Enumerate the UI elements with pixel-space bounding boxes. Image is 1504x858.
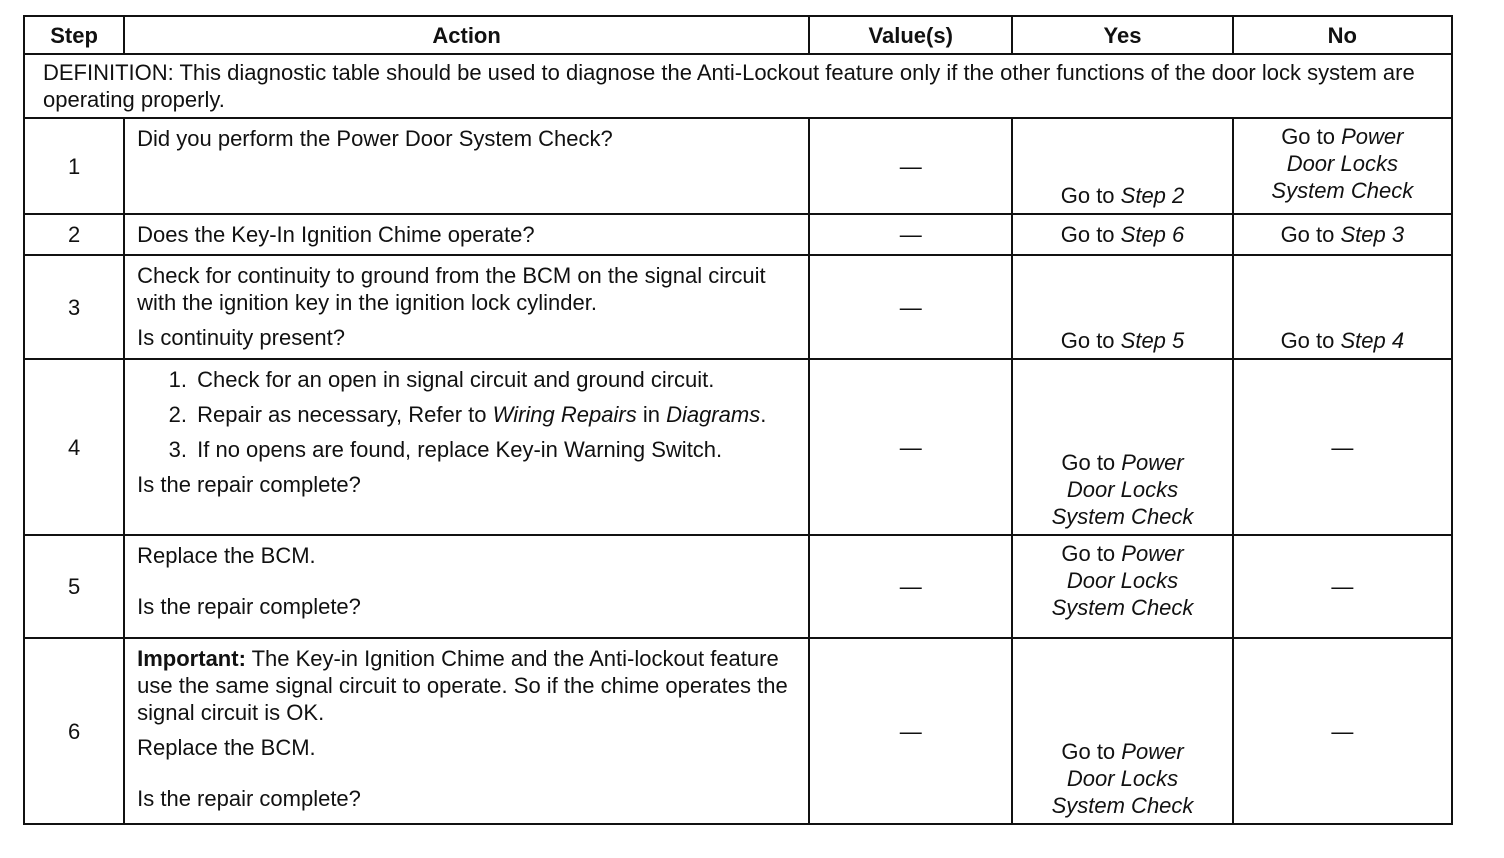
table-row	[24, 535, 1452, 638]
table-row	[24, 255, 1452, 359]
value-cell: —	[809, 535, 1012, 638]
diagrams-ref: Diagrams	[666, 402, 761, 427]
no-prefix: Go to	[1281, 124, 1342, 149]
header-values: Value(s)	[809, 16, 1012, 54]
list-item: 3. If no opens are found, replace Key-in Warning Switch.	[193, 436, 798, 463]
wiring-repairs-ref: Wiring Repairs	[492, 402, 637, 427]
table-row	[24, 638, 1452, 824]
no-ref-line3: System Check	[1271, 178, 1414, 203]
step-number: 4	[24, 359, 124, 535]
action-text	[124, 638, 809, 824]
no-step-ref: Step 4	[1340, 328, 1405, 353]
value-cell: —	[809, 214, 1012, 255]
yes-ref-line1: Power	[1121, 541, 1184, 566]
yes-prefix: Go to	[1061, 450, 1122, 475]
list-item: 1. Check for an open in signal circuit and ground circuit.	[193, 366, 798, 393]
important-label: Important:	[137, 646, 246, 671]
step-number: 1	[24, 118, 124, 214]
action-line: Does the Key-In Ignition Chime operate?	[137, 222, 535, 247]
yes-ref-line2: Door Locks	[1066, 477, 1179, 502]
no-prefix: Go to	[1280, 222, 1341, 247]
diagnostic-table	[23, 15, 1453, 825]
no-cell: —	[1233, 535, 1452, 638]
action-line: Check for continuity to ground from the BCM on the signal circuit with the ignition key in the ignition lock cylinder.	[137, 263, 766, 315]
yes-cell	[1012, 535, 1232, 638]
table-row	[24, 214, 1452, 255]
yes-cell	[1012, 638, 1232, 824]
yes-cell	[1012, 255, 1232, 359]
header-no: No	[1233, 16, 1452, 54]
no-cell	[1233, 118, 1452, 214]
action-steps-list	[137, 366, 798, 463]
no-ref-line1: Power	[1341, 124, 1404, 149]
yes-ref-line2: Door Locks	[1066, 568, 1179, 593]
no-cell	[1233, 214, 1452, 255]
action-text	[124, 118, 809, 214]
yes-prefix: Go to	[1061, 739, 1122, 764]
value-cell: —	[809, 638, 1012, 824]
yes-ref-line2: Door Locks	[1066, 766, 1179, 791]
definition-text: DEFINITION: This diagnostic table should be used to diagnose the Anti-Lockout feature only if the other functions of the door lock system are operating properly.	[24, 54, 1452, 118]
yes-cell	[1012, 214, 1232, 255]
list-item: 2. Repair as necessary, Refer to Wiring Repairs in Diagrams.	[193, 401, 798, 428]
no-cell	[1233, 255, 1452, 359]
action-line: Replace the BCM.	[137, 735, 316, 760]
yes-ref-line3: System Check	[1051, 793, 1194, 818]
important-text: The Key-in Ignition Chime and the Anti-lockout feature use the same signal circuit to operate. So if the chime operates the signal circuit is OK.	[137, 646, 788, 725]
header-yes: Yes	[1012, 16, 1232, 54]
yes-prefix: Go to	[1061, 541, 1122, 566]
step-number: 5	[24, 535, 124, 638]
step-number: 6	[24, 638, 124, 824]
no-step-ref: Step 3	[1340, 222, 1405, 247]
yes-step-ref: Step 6	[1120, 222, 1185, 247]
yes-ref-line3: System Check	[1051, 595, 1194, 620]
action-text	[124, 214, 809, 255]
yes-cell	[1012, 118, 1232, 214]
header-row	[24, 16, 1452, 54]
no-cell: —	[1233, 359, 1452, 535]
table-row	[24, 118, 1452, 214]
header-step: Step	[24, 16, 124, 54]
definition-row	[24, 54, 1452, 118]
value-cell: —	[809, 359, 1012, 535]
yes-prefix: Go to	[1060, 328, 1121, 353]
yes-ref-line3: System Check	[1051, 504, 1194, 529]
yes-prefix: Go to	[1060, 222, 1121, 247]
header-action: Action	[124, 16, 809, 54]
action-question: Is the repair complete?	[137, 594, 361, 619]
no-cell: —	[1233, 638, 1452, 824]
step-number: 2	[24, 214, 124, 255]
action-question: Is the repair complete?	[137, 472, 361, 497]
action-text	[124, 535, 809, 638]
yes-cell	[1012, 359, 1232, 535]
yes-step-ref: Step 2	[1120, 183, 1185, 208]
value-cell: —	[809, 255, 1012, 359]
yes-prefix: Go to	[1060, 183, 1121, 208]
action-question: Is the repair complete?	[137, 786, 361, 811]
yes-ref-line1: Power	[1121, 450, 1184, 475]
no-ref-line2: Door Locks	[1286, 151, 1398, 176]
yes-ref-line1: Power	[1121, 739, 1184, 764]
important-note	[137, 645, 798, 726]
action-line: Did you perform the Power Door System Check?	[137, 126, 613, 151]
action-line: Replace the BCM.	[137, 543, 316, 568]
value-cell: —	[809, 118, 1012, 214]
action-question: Is continuity present?	[137, 325, 346, 350]
table-row	[24, 359, 1452, 535]
action-text	[124, 255, 809, 359]
yes-step-ref: Step 5	[1120, 328, 1185, 353]
no-prefix: Go to	[1280, 328, 1341, 353]
action-text	[124, 359, 809, 535]
step-number: 3	[24, 255, 124, 359]
